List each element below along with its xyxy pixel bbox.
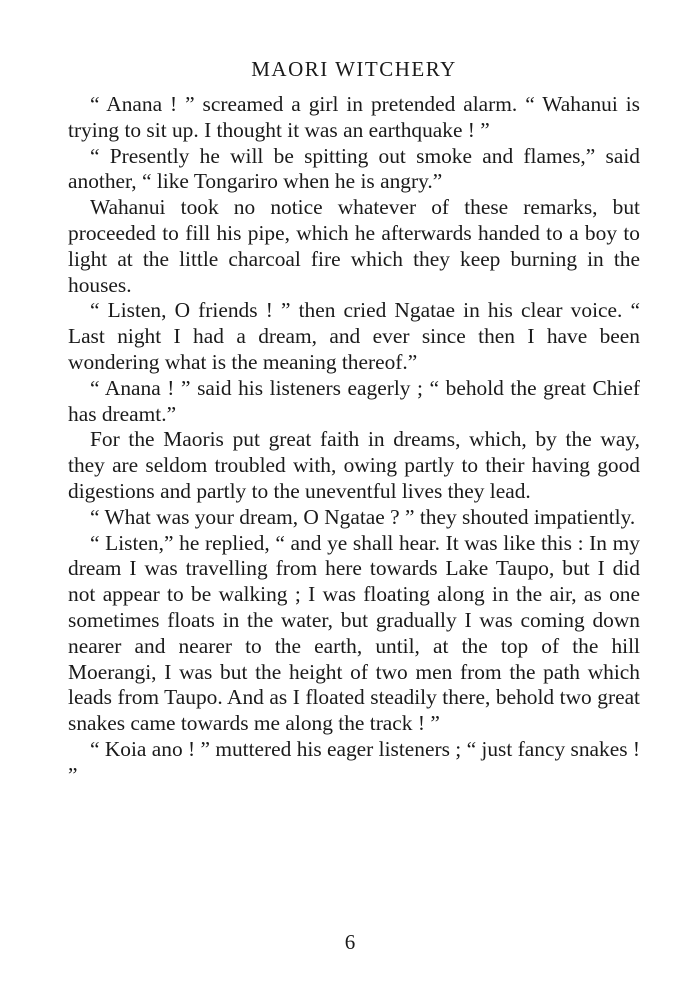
paragraph-7: “ What was your dream, O Ngatae ? ” they shouted impatiently. (90, 504, 636, 529)
running-head: MAORI WITCHERY (251, 57, 457, 81)
page-number: 6 (344, 930, 356, 954)
book-page (68, 52, 640, 789)
paragraph-9: “ Koia ano ! ” muttered his eager listeners ; “ just fancy snakes ! ” (68, 736, 641, 787)
paragraph-1: “ Anana ! ” screamed a girl in pretended alarm. “ Wahanui is trying to sit up. I thought it was an earthquake ! ” (68, 92, 640, 142)
paragraph-3: Wahanui took no notice whatever of these remarks, but proceeded to fill his pipe, which he afterwards handed to a boy to light at the little charcoal fire which they keep burning in the houses. (68, 195, 640, 297)
paragraph-5: “ Anana ! ” said his listeners eagerly ; “ behold the great Chief has dreamt.” (68, 375, 640, 426)
paragraph-6: For the Maoris put great faith in dreams, which, by the way, they are seldom troubled with, owing partly to their having good digestions and partly to the uneventful lives they lead. (68, 427, 640, 503)
paragraph-4: “ Listen, O friends ! ” then cried Ngatae in his clear voice. “ Last night I had a dream, and ever since then I have been wondering what is the meaning thereof.” (68, 298, 640, 374)
paragraph-8: “ Listen,” he replied, “ and ye shall hear. It was like this : In my dream I was travelling from here towards Lake Taupo, but I did not appear to be walking ; I was floating along in the air, as one sometimes floats in the water, but gradually I was coming down nearer and nearer to the earth, until, at the top of the hill Moerangi, I was but the height of two men from the path which leads from Taupo. And as I floated steadily there, behold two great snakes came towards me along the track ! ” (68, 530, 640, 736)
paragraph-2: “ Presently he will be spitting out smoke and flames,” said another, “ like Tongariro when he is angry.” (68, 143, 640, 194)
